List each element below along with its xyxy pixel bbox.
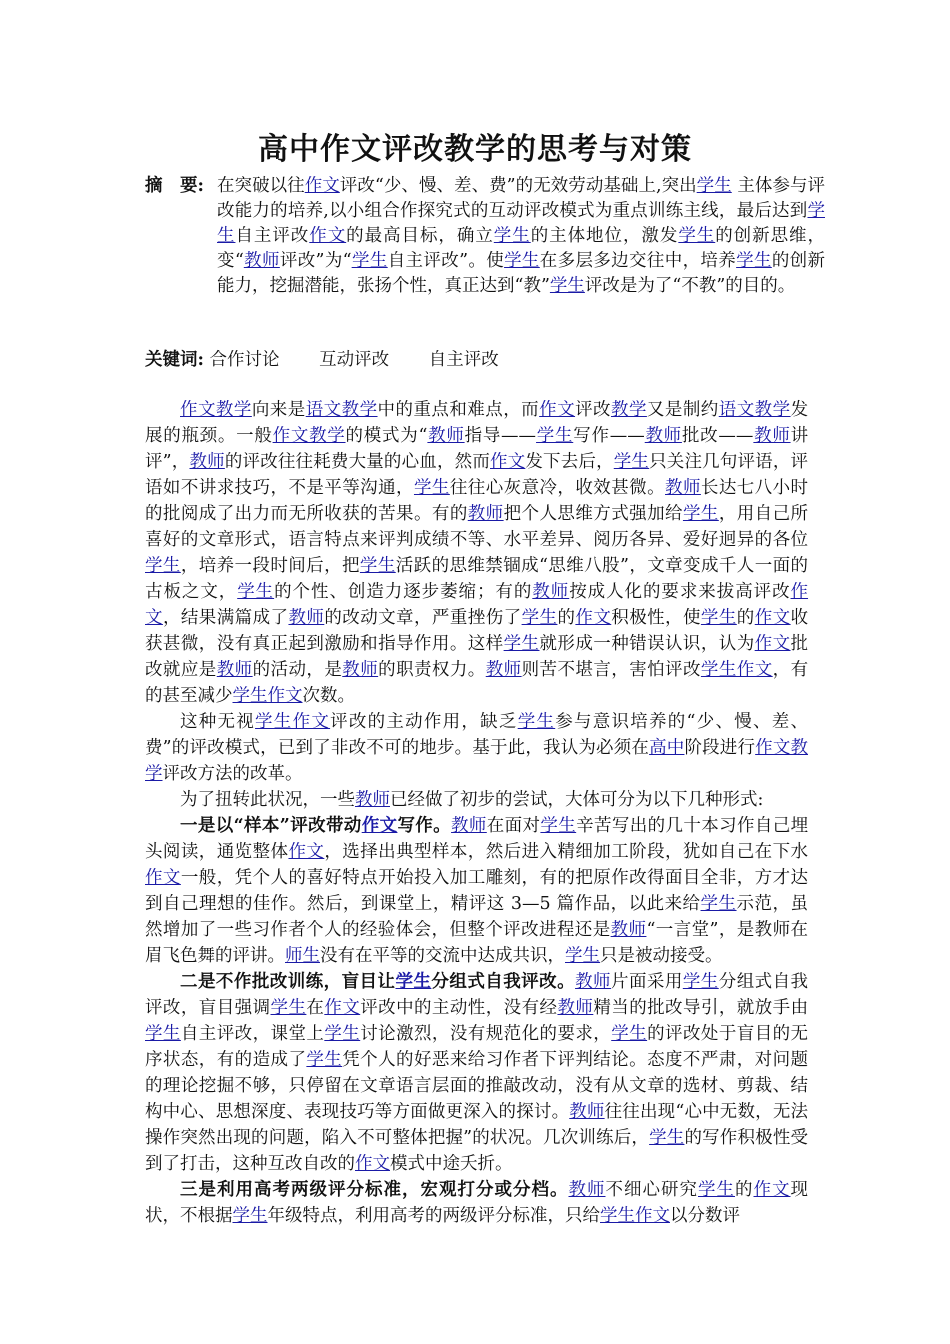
text-run: 评改中的主动性，没有经 bbox=[360, 998, 558, 1018]
text-run: 讨论激烈，没有规范化的要求， bbox=[360, 1024, 612, 1044]
hyperlink[interactable]: 作文 bbox=[355, 1154, 390, 1174]
text-run: 的主体地位，激发 bbox=[530, 226, 679, 246]
hyperlink[interactable]: 学生 bbox=[565, 946, 600, 966]
hyperlink[interactable]: 教师 bbox=[451, 816, 487, 836]
document-title: 高中作文评改教学的思考与对策 bbox=[258, 132, 692, 167]
bold-text: 写作。 bbox=[397, 816, 452, 836]
hyperlink[interactable]: 作文 bbox=[575, 608, 612, 628]
hyperlink[interactable]: 学生 bbox=[696, 176, 732, 196]
text-run: ，培养一段时间后，把 bbox=[180, 556, 360, 576]
hyperlink[interactable]: 学生 bbox=[536, 426, 574, 446]
text-run: 在多层多边交往中，培养 bbox=[539, 251, 737, 271]
keyword-item: 合作讨论 bbox=[209, 350, 280, 370]
hyperlink[interactable]: 学生 bbox=[145, 1024, 181, 1044]
hyperlink[interactable]: 作文 bbox=[304, 176, 340, 196]
hyperlink[interactable]: 教师 bbox=[288, 608, 325, 628]
hyperlink[interactable]: 学生 bbox=[237, 582, 275, 602]
bold-text: 一是以“样本”评改带动 bbox=[180, 816, 362, 836]
text-run: 的最高目标，确立 bbox=[346, 226, 494, 246]
hyperlink[interactable]: 教师 bbox=[243, 251, 280, 271]
text-run: 往往心灰意冷，收效甚微。 bbox=[449, 478, 666, 498]
hyperlink[interactable]: 学生 bbox=[232, 1206, 268, 1226]
text-run: 的个性、创造力逐步萎缩；有的 bbox=[274, 582, 533, 602]
text-run: 一般，凭个人的喜好特点开始投入加工雕刻，有的把原作改得面目全非，方才达到自己理想的佳作。然后，到课堂上，精评这 3—5 篇作品，以此来给 bbox=[145, 868, 809, 914]
hyperlink[interactable]: 学生 bbox=[493, 226, 531, 246]
text-run: 长达七八小时的批阅成了出力而无所收获的苦果。有的 bbox=[145, 478, 809, 524]
bold-text: 分组式自我评改。 bbox=[431, 972, 576, 992]
text-run: 的写作积极性受到了打击，这种互改自改的 bbox=[145, 1128, 808, 1174]
hyperlink[interactable]: 学生 bbox=[306, 1050, 343, 1070]
hyperlink[interactable]: 作文 bbox=[754, 608, 791, 628]
text-run: 只关注几句评语，评语如不讲求技巧，不是平等沟通， bbox=[145, 452, 809, 498]
text-run: 以分数评 bbox=[670, 1206, 740, 1226]
hyperlink[interactable]: 高中 bbox=[649, 738, 685, 758]
hyperlink[interactable]: 教师 bbox=[569, 1102, 605, 1122]
text-run: 的 bbox=[735, 1180, 754, 1200]
hyperlink[interactable]: 教师 bbox=[342, 660, 379, 680]
hyperlink[interactable]: 教师 bbox=[532, 582, 570, 602]
hyperlink[interactable]: 作文 bbox=[309, 226, 347, 246]
text-run: 的 bbox=[736, 608, 755, 628]
hyperlink[interactable]: 教师 bbox=[644, 426, 682, 446]
text-run: 写作—— bbox=[573, 426, 645, 446]
abstract-text bbox=[145, 174, 825, 299]
text-run: 在 bbox=[306, 998, 325, 1018]
hyperlink[interactable]: 师生 bbox=[285, 946, 320, 966]
text-run: 参与意识培养的“少、慢、差、费”的评改模式，已到了非改不可的地步。基于此，我认为必须在 bbox=[145, 712, 809, 758]
hyperlink[interactable]: 教师 bbox=[665, 478, 701, 498]
text-run: 自主评改”。使 bbox=[387, 251, 505, 271]
text-run: ，用自己所喜好的文章形式，语言特点来评判成绩不等、水平差异、阅历各异、爱好迥异的各位 bbox=[145, 504, 809, 550]
text-run: 为了扭转此状况，一些 bbox=[180, 790, 355, 810]
body-paragraph bbox=[145, 813, 808, 969]
hyperlink[interactable]: 学生 bbox=[351, 251, 388, 271]
hyperlink[interactable]: 作文教学 bbox=[180, 400, 252, 420]
text-run: 已经做了初步的尝试，大体可分为以下几种形式: bbox=[390, 790, 764, 810]
text-run: 批改—— bbox=[681, 426, 754, 446]
text-run: 评改的主动作用，缺乏 bbox=[330, 712, 518, 732]
hyperlink[interactable]: 学生 bbox=[395, 972, 432, 992]
text-run: 现状，不根据 bbox=[145, 1180, 808, 1226]
text-run: 分组式自我评改，盲目强调 bbox=[145, 972, 809, 1018]
text-run: 中的重点和难点，而 bbox=[377, 400, 540, 420]
keywords-label: 关键词: bbox=[145, 350, 204, 370]
hyperlink[interactable]: 学生 bbox=[682, 504, 719, 524]
keyword-item: 自主评改 bbox=[428, 350, 499, 370]
hyperlink[interactable]: 学生 bbox=[270, 998, 307, 1018]
text-run: 自主评改 bbox=[235, 226, 310, 246]
text-run: ，结果满篇成了 bbox=[162, 608, 289, 628]
text-run: 片面采用 bbox=[610, 972, 683, 992]
hyperlink[interactable]: 教师 bbox=[753, 426, 791, 446]
body-paragraph bbox=[145, 397, 808, 709]
hyperlink[interactable]: 教师 bbox=[427, 426, 465, 446]
hyperlink[interactable]: 学生 bbox=[413, 478, 450, 498]
hyperlink[interactable]: 作文 bbox=[361, 816, 398, 836]
hyperlink[interactable]: 学生 bbox=[700, 894, 737, 914]
hyperlink[interactable]: 学生 bbox=[503, 634, 540, 654]
text-run: 没有在平等的交流中达成共识， bbox=[320, 946, 565, 966]
text-run: 示范，虽然增加了一些习作者个人的经验体会，但整个评改进程还是 bbox=[145, 894, 808, 940]
hyperlink[interactable]: 学生 bbox=[521, 608, 558, 628]
text-run: “一言堂”，是教师在眉飞色舞的评讲。 bbox=[145, 920, 809, 966]
text-run: 主体参与评改能力的培养,以小组合作探究式的互动评改模式为重点训练主线，最后达到 bbox=[217, 176, 826, 221]
hyperlink[interactable]: 学生 bbox=[517, 712, 556, 732]
body-paragraph bbox=[145, 969, 808, 1177]
hyperlink[interactable]: 学生 bbox=[682, 972, 719, 992]
text-run: 不细心研究 bbox=[605, 1180, 698, 1200]
text-run: 阶段进行 bbox=[684, 738, 756, 758]
text-run: 精当的批改导引，就放手由 bbox=[593, 998, 809, 1018]
text-run: 活跃的思维禁锢成“思维八股”，文章变成千人一面的古板之文， bbox=[145, 556, 809, 602]
hyperlink[interactable]: 学生作文 bbox=[232, 686, 303, 706]
text-run: 积极性，使 bbox=[611, 608, 701, 628]
text-run: 评改“少、慢、差、费”的无效劳动基础上,突出 bbox=[339, 176, 697, 196]
hyperlink[interactable]: 教师 bbox=[575, 972, 611, 992]
hyperlink[interactable]: 学生 bbox=[700, 608, 737, 628]
hyperlink[interactable]: 学生 bbox=[698, 1180, 735, 1200]
text-run: 讲评”， bbox=[145, 426, 809, 472]
hyperlink[interactable]: 作文 bbox=[145, 582, 809, 628]
hyperlink[interactable]: 学生 bbox=[613, 452, 650, 472]
text-run: 模式中途夭折。 bbox=[390, 1154, 513, 1174]
hyperlink[interactable]: 学生 bbox=[540, 816, 577, 836]
hyperlink[interactable]: 学生 bbox=[359, 556, 396, 576]
abstract-section bbox=[145, 174, 825, 299]
text-run: 的评改往往耗费大量的心血，然而 bbox=[224, 452, 490, 472]
hyperlink[interactable]: 教师 bbox=[557, 998, 594, 1018]
bold-text: 三是利用高考两级评分标准，宏观打分或分档。 bbox=[180, 1180, 569, 1200]
hyperlink[interactable]: 教师 bbox=[485, 660, 522, 680]
text-run: 在面对 bbox=[486, 816, 541, 836]
hyperlink[interactable]: 教师 bbox=[189, 452, 225, 472]
body-paragraph bbox=[145, 709, 808, 787]
hyperlink[interactable]: 作文教学 bbox=[272, 426, 346, 446]
keywords-line bbox=[145, 347, 533, 373]
text-run: 向来是 bbox=[251, 400, 306, 420]
text-run: 评改是为了“不教”的目的。 bbox=[584, 276, 796, 296]
hyperlink[interactable]: 作文教学 bbox=[145, 738, 809, 784]
text-run: 发下去后， bbox=[525, 452, 614, 472]
text-run: ，选择出典型样本，然后进入精细加工阶段，犹如自己在下水 bbox=[324, 842, 809, 862]
text-run: 这种无视 bbox=[180, 712, 256, 732]
text-run: 的 bbox=[557, 608, 576, 628]
text-run: 的创新能力，挖掘潜能，张扬个性，真正达到“教” bbox=[217, 251, 826, 296]
text-run: 把个人思维方式强加给 bbox=[503, 504, 683, 524]
body-paragraph bbox=[145, 787, 808, 813]
text-run: 的改动文章，严重挫伤了 bbox=[324, 608, 522, 628]
text-run: 批改就应是 bbox=[145, 634, 809, 680]
text-run: 自主评改，课堂上 bbox=[180, 1024, 325, 1044]
hyperlink[interactable]: 学生 bbox=[217, 201, 825, 246]
text-run: 的活动，是 bbox=[252, 660, 343, 680]
text-run: 凭个人的好恶来给习作者下评判结论。态度不严肃，对问题的理论挖掘不够，只停留在文章语言层面的推敲改动，没有从文章的选材、剪裁、结构中心、思想深度、表现技巧等方面做更深入的探讨。 bbox=[145, 1050, 809, 1122]
hyperlink[interactable]: 教师 bbox=[355, 790, 390, 810]
text-run: 收获甚微，没有真正起到激励和指导作用。这样 bbox=[145, 608, 809, 654]
text-run: 只是被动接受。 bbox=[600, 946, 723, 966]
text-run: 指导—— bbox=[464, 426, 537, 446]
keyword-item: 互动评改 bbox=[319, 350, 390, 370]
hyperlink[interactable]: 学生 bbox=[736, 251, 772, 271]
hyperlink[interactable]: 学生 bbox=[504, 251, 540, 271]
hyperlink[interactable]: 教师 bbox=[467, 504, 504, 524]
bold-text: 二是不作批改训练，盲目让 bbox=[180, 972, 396, 992]
text-run: 辛苦写出的几十本习作自己埋头阅读，通览整体 bbox=[145, 816, 809, 862]
text-run: 往往出现“心中无数，无法操作突然出现的问题，陷入不可整体把握”的状况。几次训练后， bbox=[145, 1102, 809, 1148]
hyperlink[interactable]: 作文 bbox=[145, 868, 181, 888]
hyperlink[interactable]: 学生 bbox=[549, 276, 585, 296]
text-run: 的创新思维，变“ bbox=[217, 226, 825, 271]
hyperlink[interactable]: 作文 bbox=[539, 400, 576, 420]
hyperlink[interactable]: 语文教学 bbox=[305, 400, 378, 420]
hyperlink[interactable]: 学生 bbox=[145, 556, 181, 576]
text-run: 的职责权力。 bbox=[378, 660, 486, 680]
text-run: 年级特点，利用高考的两级评分标准，只给 bbox=[267, 1206, 600, 1226]
hyperlink[interactable]: 学生 bbox=[324, 1024, 361, 1044]
text-run: 次数。 bbox=[302, 686, 355, 706]
hyperlink[interactable]: 教学 bbox=[610, 400, 647, 420]
text-run: 评改”为“ bbox=[279, 251, 352, 271]
text-run: 评改 bbox=[575, 400, 611, 420]
hyperlink[interactable]: 学生作文 bbox=[255, 712, 331, 732]
text-run: 又是制约 bbox=[646, 400, 719, 420]
hyperlink[interactable]: 教师 bbox=[610, 920, 647, 940]
text-run: 评改方法的改革。 bbox=[162, 764, 303, 784]
hyperlink[interactable]: 学生 bbox=[649, 1128, 685, 1148]
text-run: 的模式为“ bbox=[345, 426, 428, 446]
text-run: 的评改处于盲目的无序状态，有的造成了 bbox=[145, 1024, 809, 1070]
hyperlink[interactable]: 学生作文 bbox=[700, 660, 773, 680]
text-run: 按成人化的要求来拔高评改 bbox=[569, 582, 791, 602]
hyperlink[interactable]: 作文 bbox=[490, 452, 526, 472]
hyperlink[interactable]: 学生 bbox=[611, 1024, 648, 1044]
hyperlink[interactable]: 作文 bbox=[288, 842, 325, 862]
text-run: 在突破以往 bbox=[217, 176, 305, 196]
abstract-label: 摘 要: bbox=[145, 176, 204, 196]
text-run: 就形成一种错误认识，认为 bbox=[539, 634, 755, 654]
hyperlink[interactable]: 学生作文 bbox=[600, 1206, 670, 1226]
body-text bbox=[145, 397, 808, 1229]
hyperlink[interactable]: 作文 bbox=[754, 634, 791, 654]
body-paragraph bbox=[145, 1177, 808, 1229]
hyperlink[interactable]: 作文 bbox=[324, 998, 361, 1018]
text-run: 发展的瓶颈。一般 bbox=[145, 400, 809, 446]
hyperlink[interactable]: 学生 bbox=[678, 226, 716, 246]
hyperlink[interactable]: 作文 bbox=[753, 1180, 791, 1200]
text-run: 则苦不堪言，害怕评改 bbox=[521, 660, 701, 680]
text-run: ，有的甚至减少 bbox=[145, 660, 809, 706]
hyperlink[interactable]: 语文教学 bbox=[718, 400, 791, 420]
hyperlink[interactable]: 教师 bbox=[216, 660, 253, 680]
hyperlink[interactable]: 教师 bbox=[568, 1180, 606, 1200]
